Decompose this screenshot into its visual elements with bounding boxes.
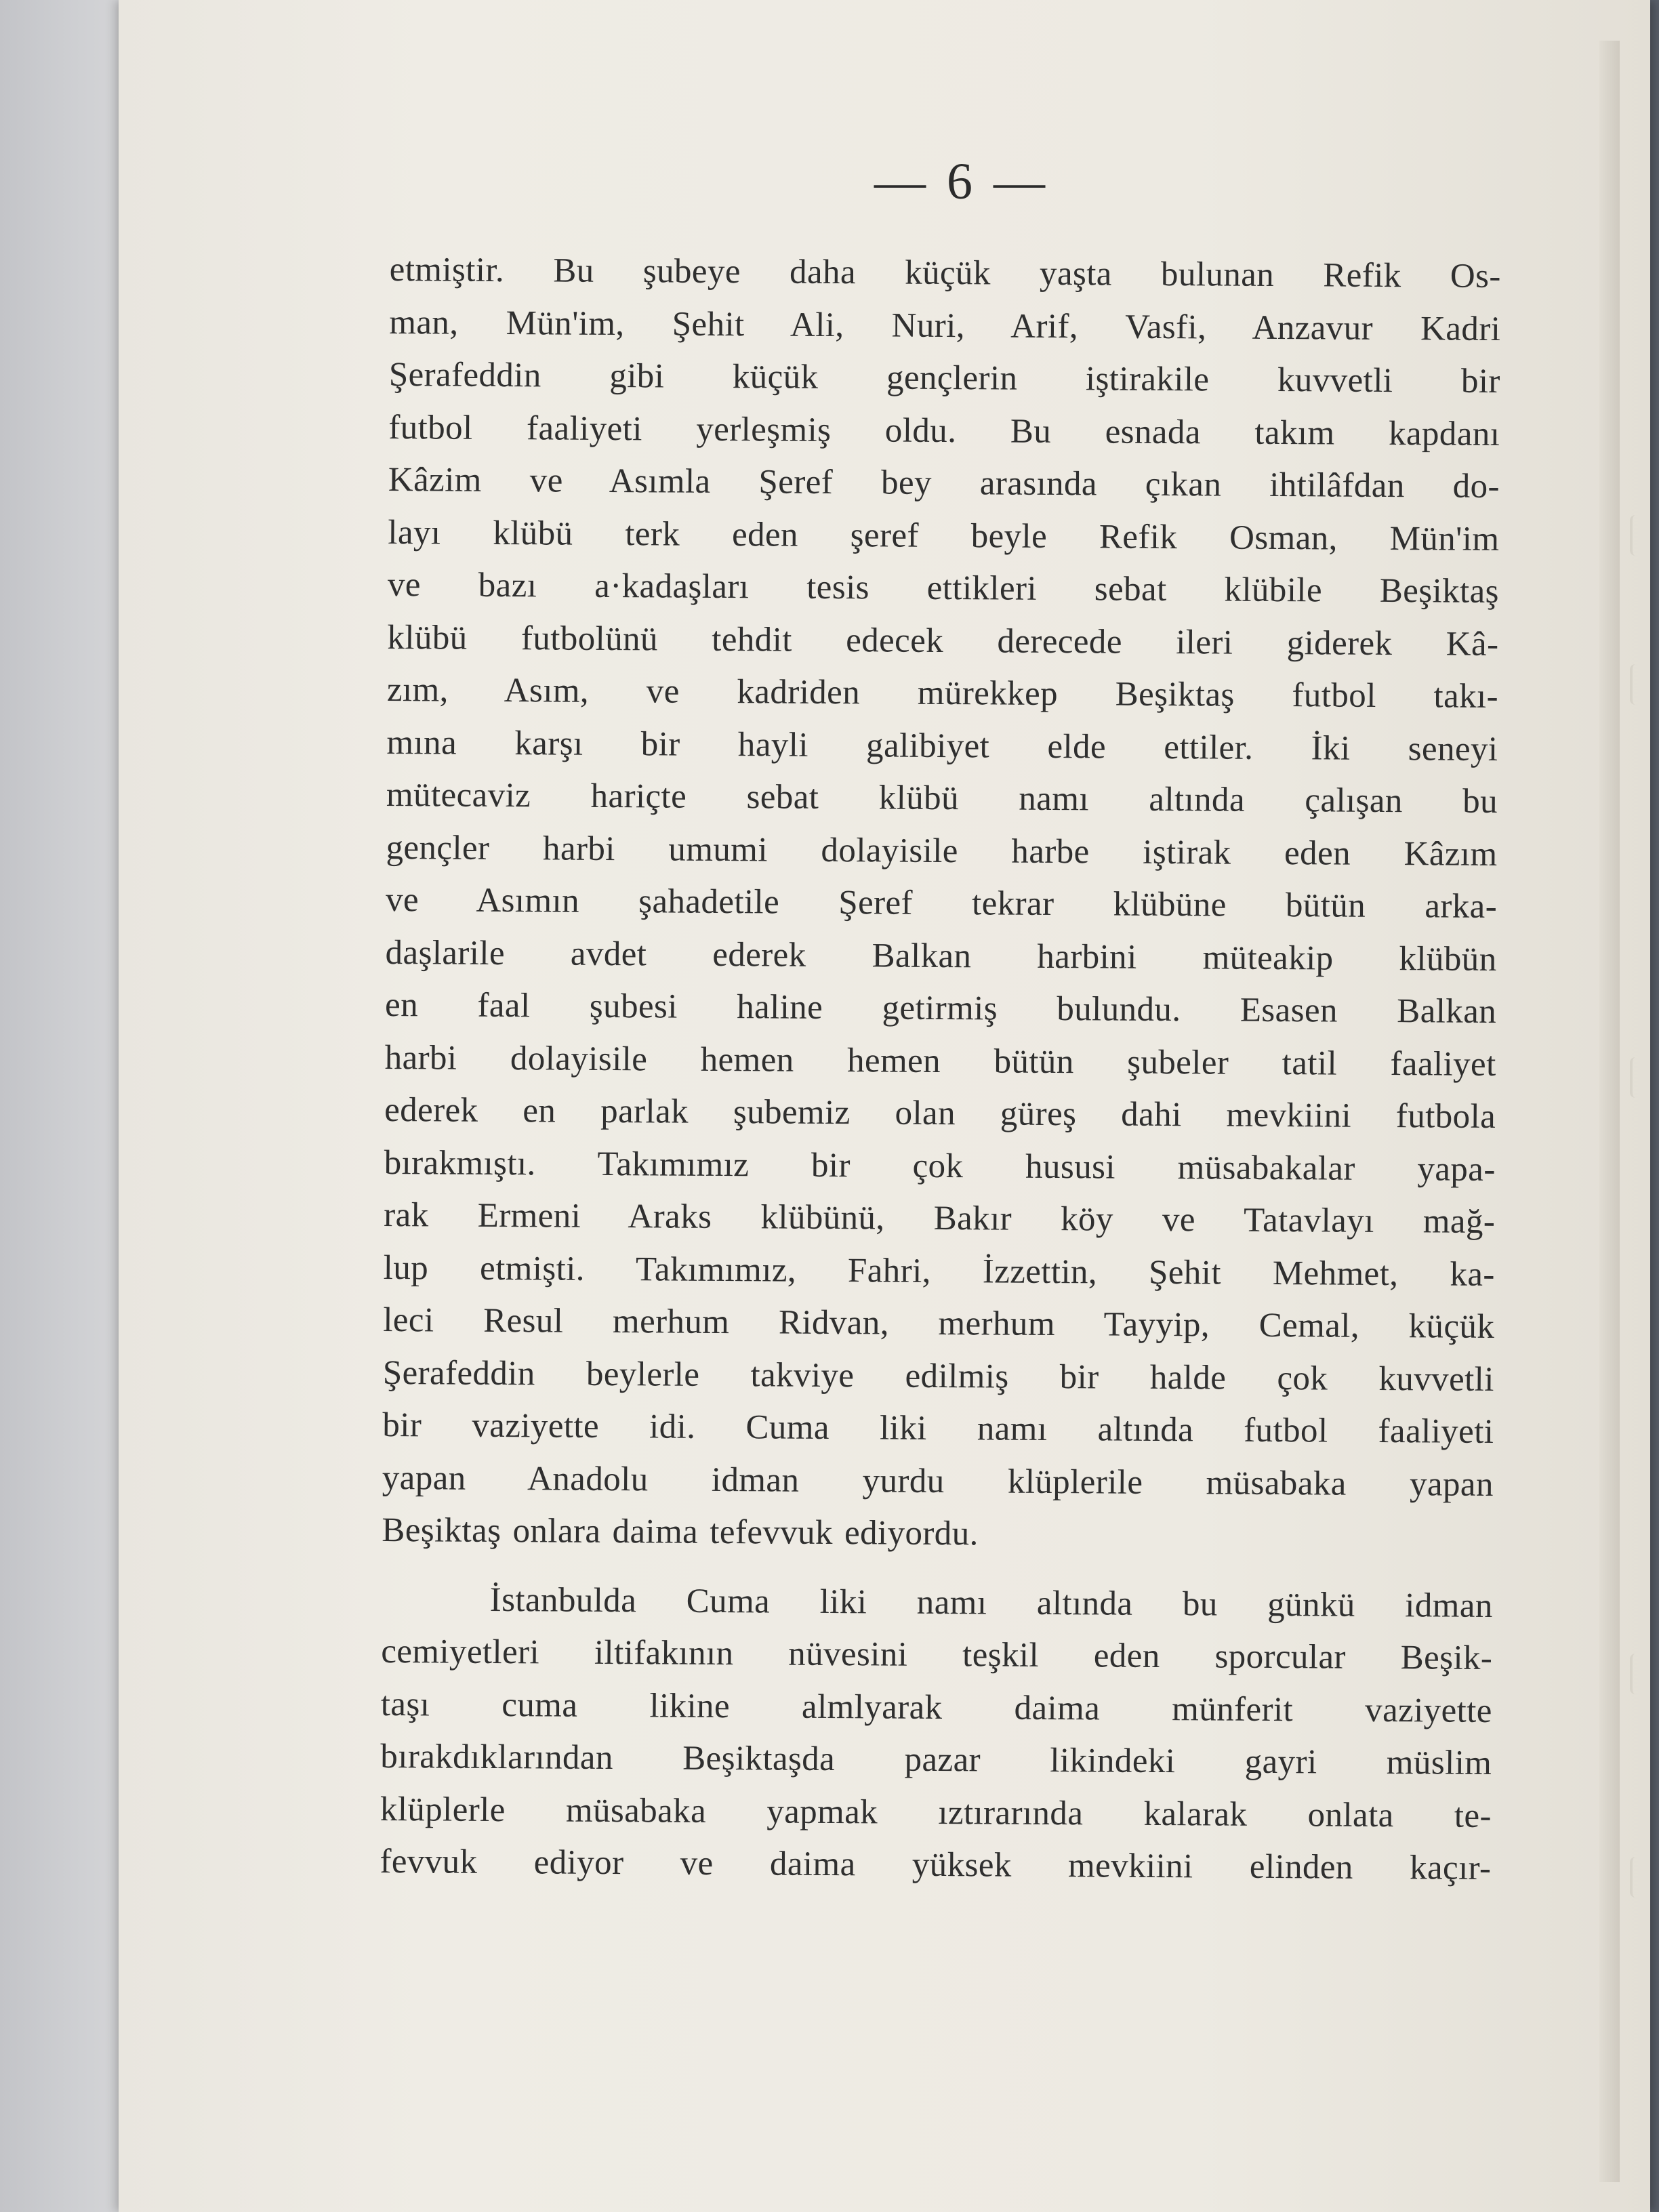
text-line: lup etmişti. Takımımız, Fahri, İzzettin, Şehit Mehmet, ka- <box>383 1248 1495 1294</box>
text-line: rak Ermeni Araks klübünü, Bakır köy ve Tatavlayı mağ- <box>384 1195 1496 1241</box>
text-line: ve Asımın şahadetile Şeref tekrar klübüne bütün arka- <box>385 880 1498 926</box>
text-line: bırakdıklarından Beşiktaşda pazar likindeki gayri müslim <box>380 1737 1492 1782</box>
text-line: daşlarile avdet ederek Balkan harbini müteakip klübün <box>385 933 1497 979</box>
text-line: futbol faaliyeti yerleşmiş oldu. Bu esnada takım kapdanı <box>388 408 1500 453</box>
text-line: Şerafeddin beylerle takviye edilmiş bir halde çok kuvvetli <box>382 1353 1494 1399</box>
binding-stitch <box>1630 515 1645 556</box>
binding-stitch <box>1630 1857 1645 1898</box>
text-line: mütecaviz hariçte sebat klübü namı altında çalışan bu <box>386 775 1498 821</box>
text-line: Beşiktaş onlara daima tefevvuk ediyordu. <box>382 1511 979 1553</box>
binding-stitch <box>1630 1654 1645 1694</box>
binding-stitch <box>1630 1057 1645 1098</box>
text-line: taşı cuma likine almlyarak daima münferit vaziyette <box>380 1685 1492 1730</box>
page-text <box>380 244 1501 1895</box>
page-edge <box>1599 41 1620 2182</box>
text-line: İstanbulda Cuma liki namı altında bu günkü idman <box>489 1580 1493 1625</box>
text-line: bir vaziyette idi. Cuma liki namı altında futbol faaliyeti <box>382 1406 1494 1451</box>
text-line: mına karşı bir hayli galibiyet elde ettiler. İki seneyi <box>386 723 1498 769</box>
text-line: bırakmıştı. Takımımız bir çok hususi müsabakalar yapa- <box>384 1143 1496 1189</box>
text-line: leci Resul merhum Ridvan, merhum Tayyip, Cemal, küçük <box>383 1300 1495 1346</box>
text-line: cemiyetleri iltifakının nüvesini teşkil eden sporcular Beşik- <box>381 1632 1493 1677</box>
paragraph-1 <box>382 244 1501 1563</box>
text-line: yapan Anadolu idman yurdu klüplerile müsabaka yapan <box>382 1458 1494 1504</box>
text-line: layı klübü terk eden şeref beyle Refik Osman, Mün'im <box>388 513 1500 558</box>
text-line: etmiştir. Bu şubeye daha küçük yaşta bulunan Refik Os- <box>389 250 1501 296</box>
text-line: zım, Asım, ve kadriden mürekkep Beşiktaş futbol takı- <box>386 670 1499 716</box>
text-line: klüplerle müsabaka yapmak ıztırarında kalarak onlata te- <box>380 1790 1492 1835</box>
text-line: ederek en parlak şubemiz olan güreş dahi mevkiini futbola <box>384 1090 1496 1136</box>
page-number: — 6 — <box>874 153 1049 210</box>
paragraph-2 <box>380 1573 1493 1895</box>
text-line: fevvuk ediyor ve daima yüksek mevkiini elinden kaçır- <box>380 1842 1492 1887</box>
text-line: klübü futbolünü tehdit edecek derecede ileri giderek Kâ- <box>387 618 1499 663</box>
text-line: ve bazı a·kadaşları tesis ettikleri sebat klübile Beşiktaş <box>387 565 1500 611</box>
text-line: harbi dolayisile hemen hemen bütün şubeler tatil faaliyet <box>384 1038 1496 1084</box>
text-line: man, Mün'im, Şehit Ali, Nuri, Arif, Vasfi, Anzavur Kadri <box>389 303 1501 348</box>
text-line: Şerafeddin gibi küçük gençlerin iştirakile kuvvetli bir <box>388 355 1500 401</box>
binding-stitch <box>1630 664 1645 705</box>
background-left <box>0 0 136 2212</box>
text-line: en faal şubesi haline getirmiş bulundu. Esasen Balkan <box>384 985 1497 1031</box>
text-line: gençler harbi umumi dolayisile harbe iştirak eden Kâzım <box>386 828 1498 874</box>
text-line: Kâzim ve Asımla Şeref bey arasında çıkan ihtilâfdan do- <box>388 460 1500 506</box>
